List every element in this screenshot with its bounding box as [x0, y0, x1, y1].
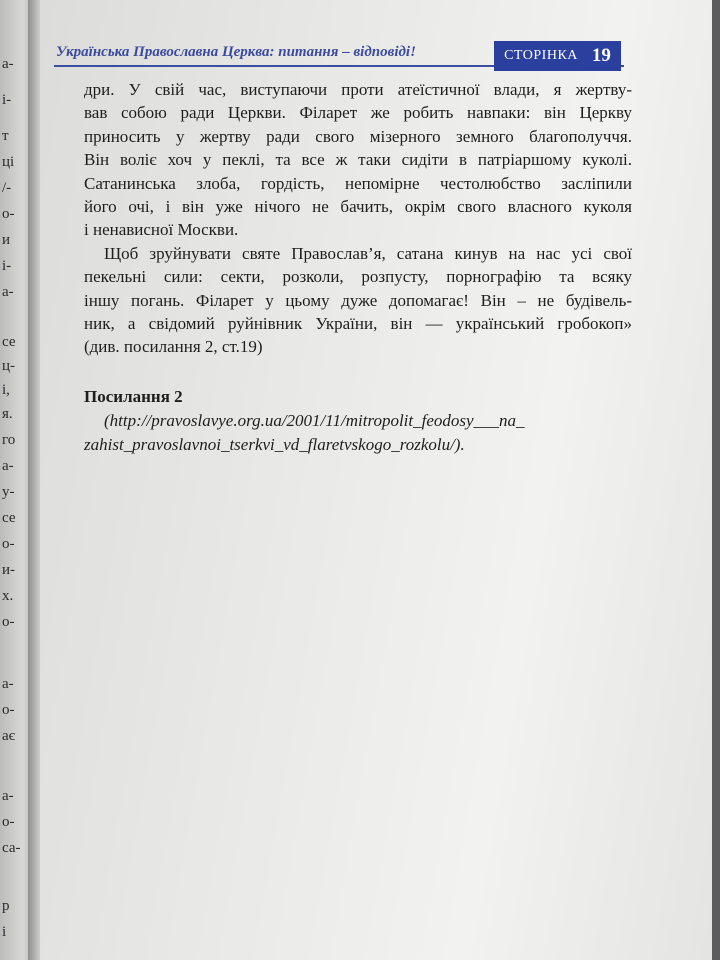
prev-page-fragment: се — [2, 510, 16, 526]
prev-page-fragment: о- — [2, 206, 15, 222]
prev-page-fragment: т — [2, 128, 9, 144]
page-number: 19 — [591, 45, 611, 66]
prev-page-fragment: і — [2, 924, 7, 940]
text-line: Він воліє хоч у пеклі, та все ж таки сидіти в патріаршому куколі. — [84, 150, 632, 170]
text-line: (див. посилання 2, ст.19) — [84, 337, 263, 357]
prev-page-fragment: я. — [2, 406, 13, 422]
prev-page-fragment: а- — [2, 458, 14, 474]
reference-url-line: (http://pravoslavye.org.ua/2001/11/mitropolit_feodosy___na_ — [104, 410, 525, 430]
prev-page-fragment: а- — [2, 788, 14, 804]
text-line: вав собою ради Церкви. Філарет же робить навпаки: він Церкву — [84, 103, 632, 123]
page-word: СТОРІНКА — [504, 48, 578, 63]
prev-page-fragment: се — [2, 334, 16, 350]
prev-page-fragment: р — [2, 898, 10, 914]
prev-page-fragment: а- — [2, 284, 14, 300]
prev-page-fragment: о- — [2, 536, 15, 552]
book-page — [40, 0, 712, 960]
page-shadow-edge — [712, 0, 720, 960]
prev-page-fragment: о- — [2, 814, 15, 830]
prev-page-fragment: са- — [2, 840, 21, 856]
prev-page-fragment: и — [2, 232, 11, 248]
reference-url-line: zahist_pravoslavnoi_tserkvi_vd_flaretvskogo_rozkolu/). — [84, 434, 465, 454]
prev-page-fragment: го — [2, 432, 16, 448]
prev-page-fragment: и- — [2, 562, 16, 578]
prev-page-fragment: і- — [2, 92, 12, 108]
running-header-title: Українська Православна Церква: питання – відповіді! — [56, 44, 416, 60]
text-line: приносить у жертву ради свого мізерного земного благополуччя. — [84, 126, 632, 146]
text-line: його очі, і він уже нічого не бачить, окрім свого власного куколя — [84, 196, 632, 216]
prev-page-fragment: а- — [2, 676, 14, 692]
text-line: дри. У свій час, виступаючи проти атеїстичної влади, я жертву- — [84, 80, 632, 99]
text-line: і ненависної Москви. — [84, 220, 239, 240]
text-line: Щоб зруйнувати святе Православ’я, сатана кинув на нас усі свої — [104, 243, 632, 263]
prev-page-fragment: о- — [2, 614, 15, 630]
reference-heading: Посилання 2 — [84, 386, 183, 406]
page-number-box — [494, 41, 621, 71]
prev-page-fragment: ці — [2, 154, 15, 170]
prev-page-fragment: і- — [2, 258, 12, 274]
text-line: іншу погань. Філарет у цьому дуже допомагає! Він – не будівель- — [84, 290, 632, 310]
text-line: ник, а свідомий руйнівник України, він — український гробокоп» — [84, 313, 632, 333]
text-line: пекельні сили: секти, розколи, розпусту, порнографію та всяку — [84, 267, 632, 287]
prev-page-fragment: /- — [2, 180, 12, 196]
prev-page-fragment: у- — [2, 484, 15, 500]
text-line: Сатанинська злоба, гордість, непомірне честолюбство засліпили — [84, 173, 632, 193]
prev-page-fragment: ає — [2, 728, 16, 744]
prev-page-fragment: і, — [2, 382, 10, 398]
prev-page-fragment: о- — [2, 702, 15, 718]
body-text — [84, 78, 632, 457]
prev-page-fragment: а- — [2, 56, 14, 72]
prev-page-fragment: ц- — [2, 358, 16, 374]
prev-page-fragment: х. — [2, 588, 14, 604]
